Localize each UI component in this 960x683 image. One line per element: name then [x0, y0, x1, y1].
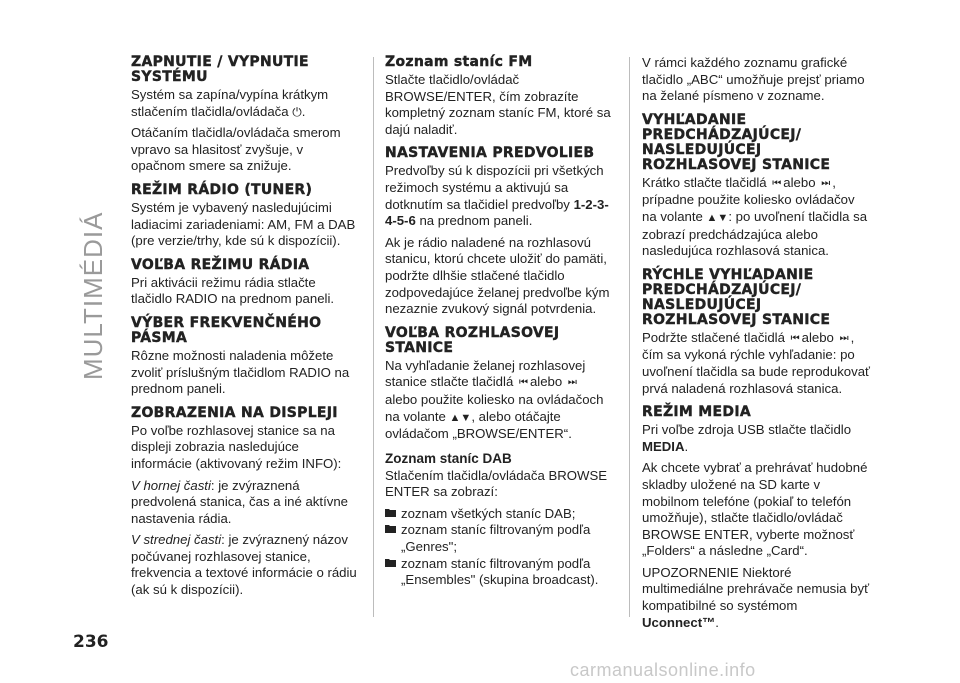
- paragraph: Podržte stlačené tlačidlá ⏮ alebo ⏭ , čím sa vykoná rýchle vyhľadanie: po uvoľnení tlačidla sa bude reprodukovať prvá naladená rozhlasová stanica.: [642, 329, 870, 396]
- paragraph: V strednej časti: je zvýraznený názov počúvanej rozhlasovej stanice, frekvencia a textové informácie o rádiu (ak sú k dispozícii).: [131, 532, 357, 598]
- heading-radio-mode: REŽIM RÁDIO (TUNER): [131, 181, 313, 198]
- folder-icon: [385, 508, 396, 517]
- list-item: zoznam staníc filtrovaným podľa „Ensembles" (skupina broadcast).: [385, 556, 613, 589]
- prev-track-icon: ⏮: [772, 177, 782, 189]
- heading-fast-seek: RÝCHLE VYHĽADANIE PREDCHÁDZAJÚCEJ/ NASLEDUJÚCEJ ROZHLASOVEJ STANICE: [642, 266, 831, 328]
- down-triangle-icon: ▼: [717, 211, 729, 224]
- paragraph: Predvoľby sú k dispozícii pri všetkých režimoch systému a aktivujú sa dotknutím sa tlačidiel predvoľby 1-2-3-4-5-6 na prednom paneli.: [385, 163, 609, 229]
- paragraph: Otáčaním tlačidla/ovládača smerom vpravo sa hlasitosť zvyšuje, v opačnom smere sa znižuje.: [131, 125, 341, 174]
- next-track-icon: ⏭: [821, 177, 831, 189]
- folder-icon: [385, 524, 396, 533]
- list-item: zoznam všetkých staníc DAB;: [385, 506, 613, 523]
- paragraph: Po voľbe rozhlasovej stanice sa na displeji zobrazia nasledujúce informácie (aktivovaný režim INFO):: [131, 422, 342, 471]
- paragraph: Systém sa zapína/vypína krátkym stlačením tlačidla/ovládača ⏻.: [131, 87, 329, 119]
- heading-dab-list: Zoznam staníc DAB: [385, 450, 512, 466]
- heading-band-select: VÝBER FREKVENČNÉHO PÁSMA: [131, 314, 322, 346]
- heading-seek: VYHĽADANIE PREDCHÁDZAJÚCEJ/ NASLEDUJÚCEJ ROZHLASOVEJ STANICE: [642, 111, 831, 173]
- prev-track-icon: ⏮: [790, 332, 800, 344]
- paragraph: Ak chcete vybrať a prehrávať hudobné skladby uložené na SD karte v mobilnom telefóne (pokiaľ to telefón umožňuje), stlačte tlačidlo/ovládač BROWSE ENTER, vyberte možnosť „Folders“ a následne „Card“.: [642, 460, 868, 559]
- column-divider-1: [373, 57, 374, 617]
- down-triangle-icon: ▼: [460, 411, 472, 424]
- paragraph: Pri aktivácii režimu rádia stlačte tlačidlo RADIO na prednom paneli.: [131, 274, 335, 307]
- section-side-label: [78, 190, 118, 380]
- folder-icon: [385, 558, 396, 567]
- up-triangle-icon: ▲: [449, 411, 461, 424]
- heading-station-select: VOĽBA ROZHLASOVEJ STANICE: [385, 324, 560, 356]
- paragraph: Systém je vybavený nasledujúcimi ladiacimi zariadeniami: AM, FM a DAB (pre verzie/trhy, kde sú k dispozícii).: [131, 199, 356, 249]
- next-track-icon: ⏭: [839, 332, 849, 344]
- heading-display: ZOBRAZENIA NA DISPLEJI: [131, 404, 338, 421]
- column-3: [642, 55, 870, 636]
- paragraph: V rámci každého zoznamu grafické tlačidlo „ABC“ umožňuje prejsť priamo na želané písmeno v zozname.: [642, 55, 865, 104]
- paragraph: Stlačením tlačidla/ovládača BROWSE ENTER sa zobrazí:: [385, 467, 608, 500]
- dab-list: [385, 506, 613, 589]
- paragraph: Stlačte tlačidlo/ovládač BROWSE/ENTER, čím zobrazíte kompletný zoznam staníc FM, ktoré sa dajú naladiť.: [385, 72, 611, 137]
- paragraph: Ak je rádio naladené na rozhlasovú stanicu, ktorú chcete uložiť do pamäti, podržte dlhšie stlačené tlačidlo zodpovedajúce želanej predvoľbe kým nezaznie zvukový signál potvrdenia.: [385, 234, 610, 317]
- paragraph: Na vyhľadanie želanej rozhlasovej stanice stlačte tlačidlá ⏮ alebo ⏭ alebo použite koliesko na ovládačoch na volante ▲▼, alebo otáčajte ovládačom „BROWSE/ENTER“.: [385, 357, 604, 442]
- up-triangle-icon: ▲: [706, 211, 718, 224]
- watermark: carmanualsonline.info: [570, 660, 756, 680]
- column-1: [131, 55, 359, 604]
- heading-media-mode: REŽIM MEDIA: [642, 404, 751, 421]
- page-number: 236: [73, 632, 109, 652]
- column-divider-2: [629, 57, 630, 617]
- paragraph: V hornej časti: je zvýraznená predvolená stanica, čas a iné aktívne nastavenia rádia.: [131, 477, 348, 526]
- next-track-icon: ⏭: [567, 377, 577, 389]
- paragraph: Pri voľbe zdroja USB stlačte tlačidlo MEDIA.: [642, 422, 852, 454]
- paragraph: Rôzne možnosti naladenia môžete zvoliť príslušným tlačidlom RADIO na prednom paneli.: [131, 347, 350, 397]
- paragraph: UPOZORNENIE Niektoré multimediálne prehrávače nemusia byť kompatibilné so systémom Uconnect™.: [642, 564, 870, 630]
- heading-presets: NASTAVENIA PREDVOLIEB: [385, 145, 595, 162]
- heading-power: ZAPNUTIE / VYPNUTIE SYSTÉMU: [131, 54, 309, 85]
- prev-track-icon: ⏮: [518, 377, 528, 389]
- column-2: [385, 55, 613, 593]
- heading-fm-list: Zoznam staníc FM: [385, 54, 533, 70]
- heading-radio-select: VOĽBA REŽIMU RÁDIA: [131, 256, 310, 273]
- section-label-text: MULTIMÉDIÁ: [78, 211, 108, 380]
- list-item: zoznam staníc filtrovaným podľa „Genres";: [385, 522, 613, 555]
- paragraph: Krátko stlačte tlačidlá ⏮ alebo ⏭ , prípadne použite koliesko ovládačov na volante ▲▼: po uvoľnení tlačidla sa zobrazí predchádzajúca alebo nasledujúca rozhlasová stanica.: [642, 174, 868, 259]
- power-icon: ⏻: [292, 104, 302, 119]
